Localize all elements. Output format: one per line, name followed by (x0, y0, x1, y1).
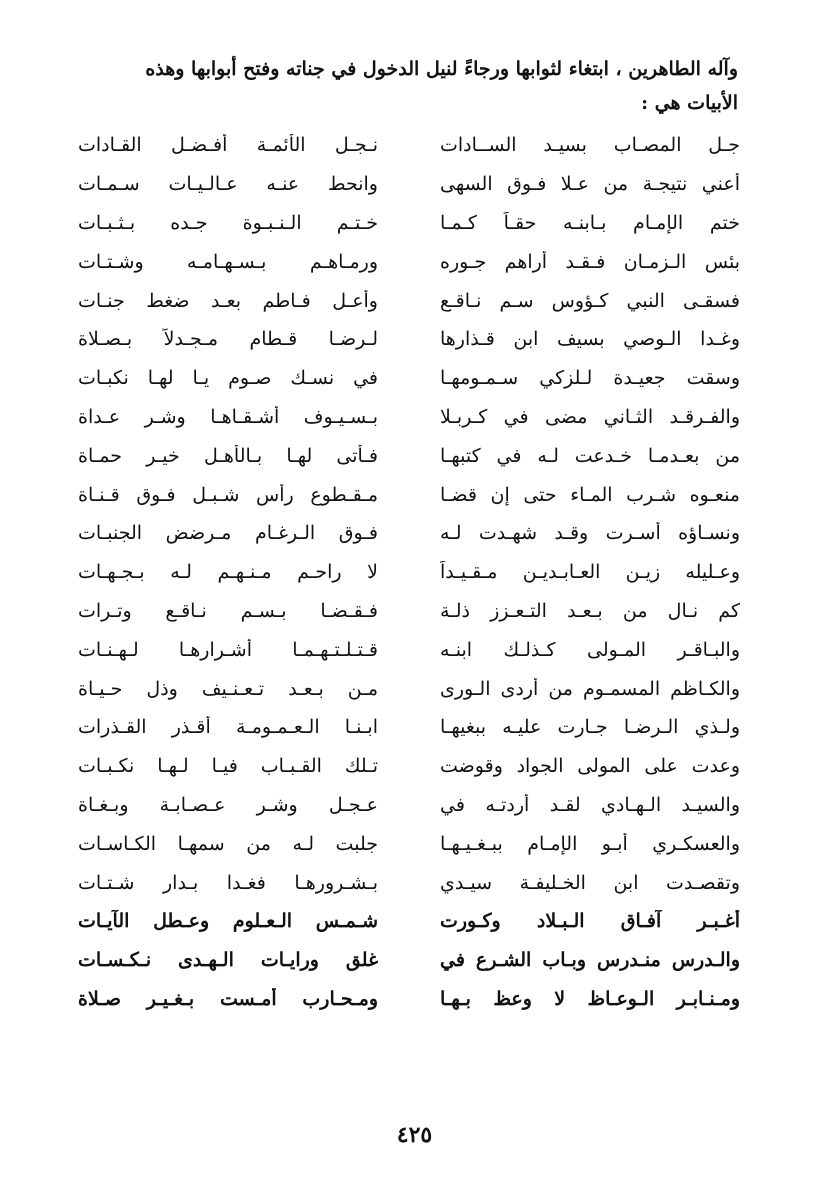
verse-second-hemistich: شـمـس الـعـلوم وعـطل الآيـات (78, 910, 378, 933)
verse-second-hemistich: وانحط عنـه عـالـيـات سـمـات (78, 173, 378, 196)
intro-paragraph (78, 52, 738, 120)
verse-first-hemistich: وغـدا الـوصي بسيف ابن قـذارها (440, 328, 740, 351)
verse-first-hemistich: منعـوه شـرب المـاء حتى إن قضـا (440, 483, 740, 506)
verse-second-hemistich: مـن بـعـد تـعـنـيف وذل حـيـاة (78, 677, 378, 700)
verse-first-hemistich: كم نـال من بـعـد التـعـزز ذلـة (440, 599, 740, 622)
verse-first-hemistich: من بعـدمـا خـدعت لـه في كتبهـا (440, 444, 740, 467)
verse-row (78, 941, 740, 980)
verse-second-hemistich: فـقـضـا بـسـم نـاقـع وتـرات (78, 599, 378, 622)
verse-second-hemistich: بـسـيـوف أشـقـاهـا وشـر عـداة (78, 405, 378, 428)
verse-second-hemistich: مـقـطوع رأس شـبـل فـوق قـنـاة (78, 483, 378, 506)
verse-first-hemistich: وعدت على المولى الجواد وقوضت (440, 755, 740, 778)
poem-verses (78, 126, 740, 1018)
verse-first-hemistich: ولـذي الـرضـا جـارت عليـه ببغيهـا (440, 716, 740, 739)
verse-row (78, 669, 740, 708)
verse-row (78, 630, 740, 669)
verse-row (78, 281, 740, 320)
verse-row (78, 359, 740, 398)
verse-second-hemistich: فـوق الـرغـام مـرضض الجنبـات (78, 522, 378, 545)
verse-first-hemistich: وعـليله زيـن العـابـديـن مـقـيـداً (440, 561, 740, 584)
verse-second-hemistich: بـشـرورهـا فغـدا بـدار شـتـات (78, 871, 378, 894)
verse-first-hemistich: فسقـى النبي كـؤوس سـم نـاقـع (440, 289, 740, 312)
verse-first-hemistich: وتقصـدت ابن الخـليفـة سيـدي (440, 871, 740, 894)
verse-second-hemistich: في نسـك صـوم يـا لهـا نكبـات (78, 367, 378, 390)
verse-first-hemistich: جـل المصـاب بسيـد الســادات (440, 134, 740, 157)
verse-first-hemistich: أعني نتيجـة من عـلا فـوق السهى (440, 173, 740, 196)
verse-first-hemistich: ونسـاؤه أسـرت وقـد شهـدت لـه (440, 522, 740, 545)
verse-second-hemistich: جلبت لـه من سمهـا الكـاسـات (78, 832, 378, 855)
verse-second-hemistich: ابـنـا الـعـمـومـة أقـذر القـذرات (78, 716, 378, 739)
verse-second-hemistich: خـتـم الـنـبـوة جـده بـثـبـات (78, 211, 378, 234)
verse-second-hemistich: لا راحـم مـنـهـم لـه بـجـهـات (78, 561, 378, 584)
verse-second-hemistich: فـأتى لهـا بـالأهـل خيـر حمـاة (78, 444, 378, 467)
verse-first-hemistich: والسيـد الـهـادي لقـد أردتـه في (440, 793, 740, 816)
verse-row (78, 708, 740, 747)
verse-row (78, 204, 740, 243)
verse-row (78, 786, 740, 825)
verse-row (78, 863, 740, 902)
verse-second-hemistich: عـجـل وشـر عـصـابـة وبـغـاة (78, 793, 378, 816)
verse-first-hemistich: والـدرس منـدرس وبـاب الشـرع في (440, 949, 740, 972)
intro-line-1: وآله الطاهرين ، ابتغاء لثوابها ورجاءً لنيل الدخول في جناته وفتح أبوابها وهذه (145, 58, 738, 80)
verse-row (78, 553, 740, 592)
verse-first-hemistich: والبـاقـر المـولى كـذلـك ابنـه (440, 638, 740, 661)
verse-second-hemistich: وأعـل فـاطم بعـد ضغط جنـات (78, 289, 378, 312)
verse-row (78, 436, 740, 475)
verse-first-hemistich: وسقت جعيـدة لـلزكي سـمـومهـا (440, 367, 740, 390)
verse-row (78, 165, 740, 204)
verse-first-hemistich: أغـبـر آفـاق الـبـلاد وكـورت (440, 910, 740, 933)
page-number: ٤٢٥ (396, 1122, 433, 1148)
verse-second-hemistich: ومـحـارب أمـست بـغـيـر صـلاة (78, 987, 378, 1010)
verse-first-hemistich: بئس الـزمـان فـقـد أراهم جـوره (440, 250, 740, 273)
verse-row (78, 980, 740, 1019)
verse-second-hemistich: نـجـل الأئمـة أفـضـل القـادات (78, 134, 378, 157)
intro-line-2: الأبيات هي : (641, 92, 738, 114)
verse-row (78, 398, 740, 437)
verse-second-hemistich: قـتـلـتـهـمـا أشـرارهـا لـهـنـات (78, 638, 378, 661)
verse-row (78, 592, 740, 631)
verse-row (78, 824, 740, 863)
verse-row (78, 902, 740, 941)
verse-first-hemistich: والكـاظم المسمـوم من أردى الـورى (440, 677, 740, 700)
verse-second-hemistich: غلق ورايـات الـهـدى نـكـسـات (78, 949, 378, 972)
verse-first-hemistich: والعسكـري أبـو الإمـام ببـغـيـهـا (440, 832, 740, 855)
verse-row (78, 242, 740, 281)
verse-second-hemistich: ورمـاهـم بـسـهـامـه وشـتـات (78, 250, 378, 273)
verse-second-hemistich: تـلك القـبـاب فيـا لـهـا نكـبـات (78, 755, 378, 778)
verse-row (78, 320, 740, 359)
verse-second-hemistich: لـرضـا قـطام مـجـدلاً بـصـلاة (78, 328, 378, 351)
verse-first-hemistich: ومـنـابـر الـوعـاظ لا وعظ بـهـا (440, 987, 740, 1010)
verse-row (78, 475, 740, 514)
verse-first-hemistich: والفـرقـد الثـاني مضى في كـربـلا (440, 405, 740, 428)
verse-row (78, 747, 740, 786)
verse-row (78, 126, 740, 165)
verse-first-hemistich: ختم الإمـام بـابنـه حقـاً كـمـا (440, 211, 740, 234)
verse-row (78, 514, 740, 553)
